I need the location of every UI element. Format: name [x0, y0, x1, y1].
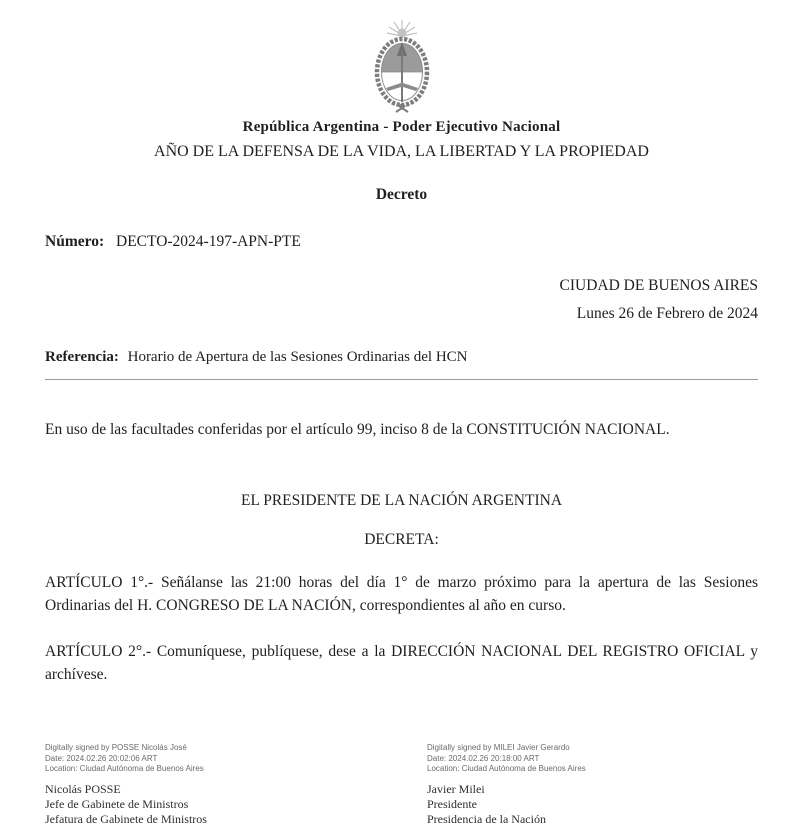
digital-signature-stamp-posse: [45, 743, 427, 775]
signer-name: Javier Milei: [427, 781, 485, 796]
digital-signed-by-line: Digitally signed by POSSE Nicolás José: [45, 743, 187, 752]
authority-line: EL PRESIDENTE DE LA NACIÓN ARGENTINA: [240, 492, 563, 509]
reference-divider: [45, 379, 758, 380]
signer-name: Nicolás POSSE: [45, 781, 121, 796]
preamble-paragraph: En uso de las facultades conferidas por el artículo 99, inciso 8 de la CONSTITUCIÓN NACIONAL.: [45, 421, 670, 438]
digital-signature-stamp-milei: [427, 743, 758, 775]
signer-identity-milei: [427, 782, 758, 827]
reference-label: Referencia:: [45, 349, 119, 365]
signer-identity-posse: [45, 782, 427, 827]
decreta-line: DECRETA:: [364, 531, 439, 548]
digital-location-line: Location: Ciudad Autónoma de Buenos Aires: [45, 764, 204, 774]
article-2-paragraph: ARTÍCULO 2°.- Comuníquese, publíquese, dese a la DIRECCIÓN NACIONAL DEL REGISTRO OFICIAL y archívese.: [45, 642, 758, 683]
year-motto-line: AÑO DE LA DEFENSA DE LA VIDA, LA LIBERTAD Y LA PROPIEDAD: [154, 143, 649, 160]
signature-block-milei: [427, 743, 758, 827]
signer-title: Jefe de Gabinete de Ministros: [45, 796, 189, 811]
signatures-section: [45, 743, 758, 827]
reference-value: Horario de Apertura de las Sesiones Ordinarias del HCN: [127, 349, 468, 365]
coat-of-arms-container: [45, 0, 758, 116]
signer-org: Presidencia de la Nación: [427, 812, 546, 827]
digital-date-line: Date: 2024.02.26 20:02:06 ART: [45, 753, 158, 763]
digital-signed-by-line: Digitally signed by MILEI Javier Gerardo: [427, 743, 570, 752]
signer-org: Jefatura de Gabinete de Ministros: [45, 812, 207, 827]
digital-location-line: Location: Ciudad Autónoma de Buenos Aires: [427, 764, 586, 774]
article-1-paragraph: ARTÍCULO 1°.- Señálanse las 21:00 horas del día 1° de marzo próximo para la apertura de las Sesiones Ordinarias del H. CONGRESO DE LA NACIÓN, correspondientes al año en curso.: [45, 574, 758, 615]
city-line: CIUDAD DE BUENOS AIRES: [559, 277, 758, 294]
decree-number-value: DECTO-2024-197-APN-PTE: [116, 233, 301, 250]
signature-block-posse: [45, 743, 427, 827]
decree-number-row: [45, 233, 758, 251]
signer-title: Presidente: [427, 796, 477, 811]
date-line: Lunes 26 de Febrero de 2024: [576, 305, 758, 322]
digital-date-line: Date: 2024.02.26 20:18:00 ART: [427, 753, 540, 763]
reference-row: [45, 349, 758, 366]
republic-org-line: República Argentina - Poder Ejecutivo Nacional: [242, 119, 561, 135]
document-type-title: Decreto: [375, 186, 428, 203]
argentina-coat-of-arms-icon: [358, 101, 446, 118]
decree-number-label: Número:: [45, 233, 105, 250]
